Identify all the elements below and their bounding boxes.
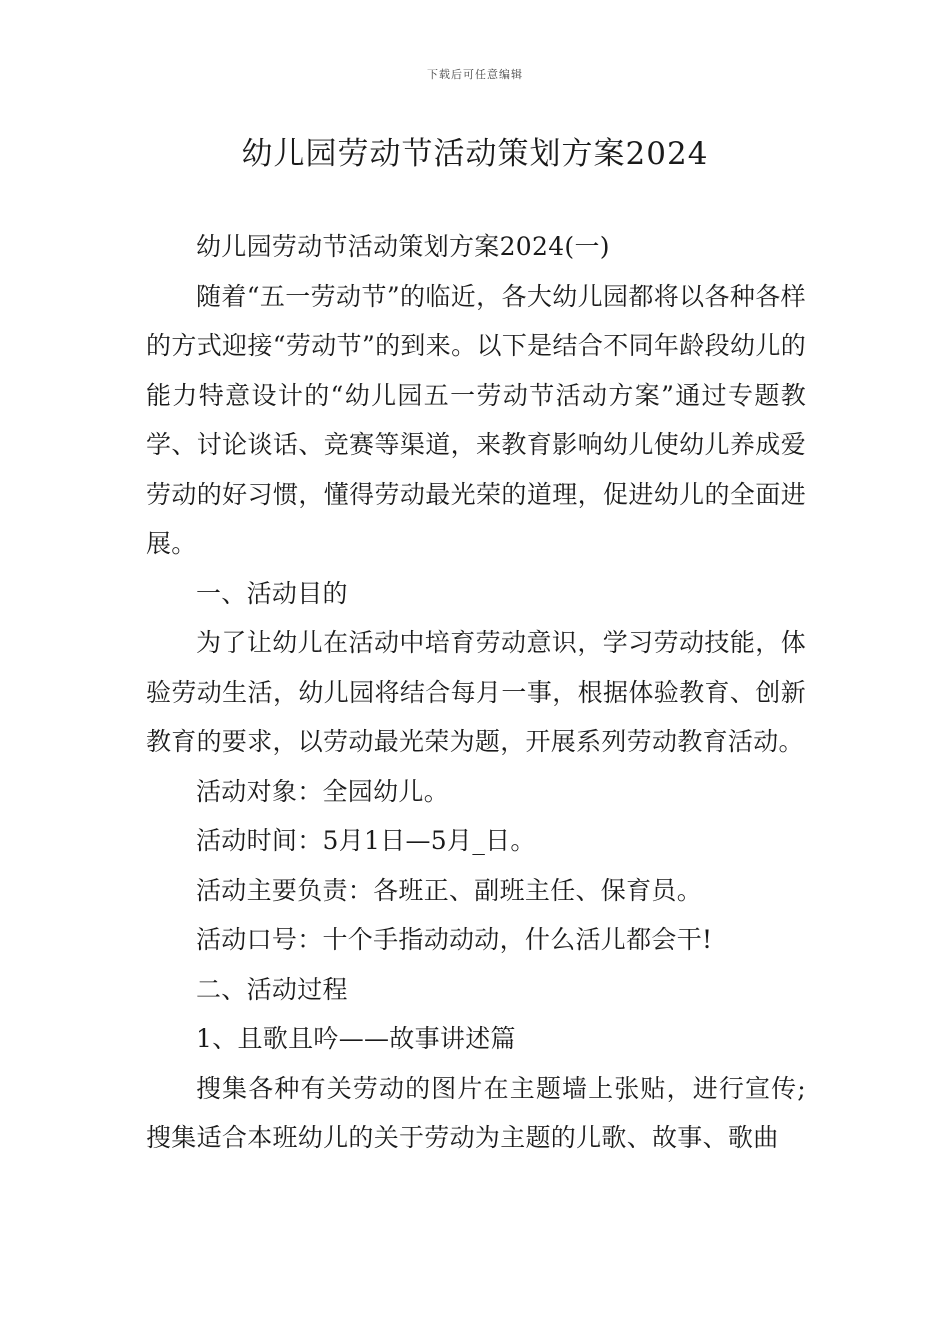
activity-time: 活动时间：5月1日—5月_日。 xyxy=(196,826,536,855)
purpose-paragraph: 为了让幼儿在活动中培育劳动意识，学习劳动技能，体验劳动生活，幼儿园将结合每月一事，根据体验教育、创新教育的要求，以劳动最光荣为题，开展系列劳动教育活动。 xyxy=(146,628,806,756)
activity-responsible: 活动主要负责：各班正、副班主任、保育员。 xyxy=(196,875,703,905)
activity-target: 活动对象：全园幼儿。 xyxy=(196,776,450,806)
heading-activity-purpose: 一、活动目的 xyxy=(196,578,348,608)
section-subtitle: 幼儿园劳动节活动策划方案2024(一) xyxy=(196,232,610,261)
page-header-note: 下载后可任意编辑 xyxy=(427,68,523,81)
collection-paragraph: 搜集各种有关劳动的图片在主题墙上张贴，进行宣传;搜集适合本班幼儿的关于劳动为主题的儿歌、故事、歌曲 xyxy=(146,1073,806,1152)
document-title: 幼儿园劳动节活动策划方案2024 xyxy=(241,136,709,172)
intro-paragraph: 随着“五一劳动节”的临近，各大幼儿园都将以各种各样的方式迎接“劳动节”的到来。以下是结合不同年龄段幼儿的能力特意设计的“幼儿园五一劳动节活动方案”通过专题教学、讨论谈话、竞赛等渠道，来教育影响幼儿使幼儿养成爱劳动的好习惯，懂得劳动最光荣的道理，促进幼儿的全面进展。 xyxy=(146,281,806,558)
subheading-story-telling: 1、且歌且吟——故事讲述篇 xyxy=(196,1024,516,1053)
activity-slogan: 活动口号：十个手指动动动，什么活儿都会干! xyxy=(196,925,713,954)
heading-activity-process: 二、活动过程 xyxy=(196,974,348,1004)
document-body xyxy=(146,222,806,1163)
